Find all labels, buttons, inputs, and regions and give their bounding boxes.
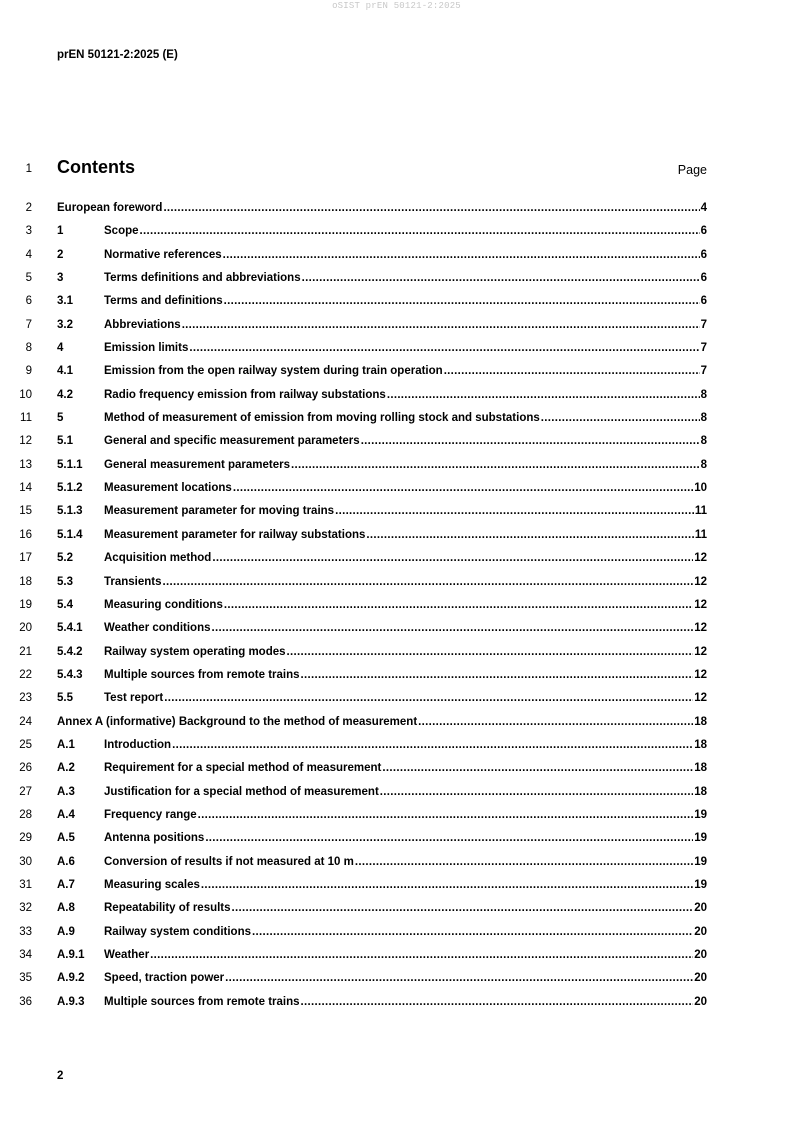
toc-entry-text — [57, 342, 707, 354]
toc-entry[interactable] — [0, 247, 793, 270]
line-number: 7 — [25, 318, 32, 331]
toc-entry[interactable] — [0, 900, 793, 923]
dot-leader — [233, 482, 693, 494]
line-number: 6 — [25, 295, 32, 308]
toc-section-title: Measurement parameter for moving trains — [104, 505, 335, 518]
toc-section-title: Frequency range — [104, 808, 197, 821]
toc-entry-text — [57, 435, 707, 447]
dot-leader — [212, 622, 694, 634]
toc-page-number: 4 — [700, 202, 707, 214]
toc-entry-text — [57, 389, 707, 401]
toc-section-number: 5.2 — [57, 552, 73, 565]
toc-section-number: 5.1.1 — [57, 458, 83, 471]
line-number: 29 — [19, 832, 32, 845]
toc-page-number: 19 — [694, 832, 707, 845]
line-number: 5 — [25, 272, 32, 285]
toc-section-title: Normative references — [104, 248, 222, 261]
toc-section-title: Transients — [104, 575, 162, 588]
toc-entry-text — [57, 529, 707, 541]
toc-entry-text — [57, 225, 707, 237]
line-number: 8 — [25, 342, 32, 355]
line-number: 18 — [19, 575, 32, 588]
toc-entry-text — [57, 459, 707, 471]
dot-leader — [361, 435, 700, 447]
toc-entry[interactable] — [0, 340, 793, 363]
toc-section-title: Conversion of results if not measured at 10 m — [104, 855, 354, 868]
toc-page-number: 10 — [694, 482, 707, 495]
footer-page-number: 2 — [57, 1070, 64, 1082]
toc-section-title: General measurement parameters — [104, 458, 291, 471]
toc-section-number: A.9.2 — [57, 972, 85, 985]
line-number: 19 — [19, 598, 32, 611]
toc-entry-text — [57, 902, 707, 914]
toc-page-number: 6 — [700, 295, 707, 308]
toc-page-number: 19 — [694, 808, 707, 821]
toc-entry[interactable] — [0, 620, 793, 643]
toc-section-title: Measuring conditions — [104, 598, 223, 611]
toc-entry-text — [57, 622, 707, 634]
dot-leader — [150, 949, 693, 961]
toc-entry-text — [57, 996, 707, 1008]
line-number: 11 — [20, 412, 32, 425]
toc-section-title: Multiple sources from remote trains — [104, 995, 300, 1008]
line-number: 17 — [19, 552, 32, 565]
dot-leader — [163, 202, 699, 214]
toc-section-number: 5.1 — [57, 435, 73, 448]
toc-entry[interactable] — [0, 737, 793, 760]
toc-entry[interactable] — [0, 784, 793, 807]
toc-page-number: 18 — [694, 738, 707, 751]
toc-page-number: 8 — [700, 388, 707, 401]
toc-entry[interactable] — [0, 597, 793, 620]
toc-page-number: 20 — [694, 949, 707, 961]
toc-entry[interactable] — [0, 970, 793, 993]
toc-page-number: 12 — [694, 598, 707, 611]
toc-entry-text — [57, 202, 707, 214]
toc-section-title: Emission limits — [104, 342, 189, 355]
toc-section-number: A.6 — [57, 855, 75, 868]
line-number: 21 — [19, 645, 32, 658]
toc-section-number: A.4 — [57, 808, 75, 821]
toc-page-number: 12 — [694, 575, 707, 588]
toc-entry[interactable] — [0, 690, 793, 713]
toc-page-number: 11 — [694, 505, 707, 518]
toc-section-title: Radio frequency emission from railway substations — [104, 388, 386, 401]
toc-entry-text — [57, 786, 707, 798]
toc-section-title: Test report — [104, 692, 164, 705]
toc-entry[interactable] — [0, 994, 793, 1017]
dot-leader — [232, 902, 694, 914]
dot-leader — [189, 342, 699, 354]
dot-leader — [182, 319, 700, 331]
toc-section-number: 5.3 — [57, 575, 73, 588]
toc-section-number: 3.2 — [57, 318, 73, 331]
toc-section-number: 3.1 — [57, 295, 73, 308]
toc-entry-text — [57, 319, 707, 331]
toc-section-number: A.5 — [57, 832, 75, 845]
table-of-contents — [0, 200, 793, 1017]
toc-section-number: A.9.3 — [57, 995, 85, 1008]
dot-leader — [287, 646, 694, 658]
toc-section-title: Weather conditions — [104, 622, 211, 635]
toc-section-number: A.9.1 — [57, 949, 85, 961]
toc-entry[interactable] — [0, 550, 793, 573]
toc-section-title: Terms and definitions — [104, 295, 223, 308]
toc-page-number: 18 — [694, 762, 707, 775]
line-number: 10 — [19, 388, 32, 401]
toc-section-title: Introduction — [104, 738, 172, 751]
toc-page-number: 6 — [700, 272, 707, 285]
toc-entry-text — [57, 809, 707, 821]
toc-entry[interactable] — [0, 667, 793, 690]
line-number: 24 — [19, 715, 32, 728]
toc-entry-text — [57, 552, 707, 564]
toc-entry[interactable] — [0, 410, 793, 433]
toc-section-number: A.2 — [57, 762, 75, 775]
toc-page-number: 8 — [700, 412, 707, 425]
toc-page-number: 12 — [694, 668, 707, 681]
toc-entry[interactable] — [0, 363, 793, 386]
toc-page-number: 18 — [694, 715, 707, 728]
toc-section-title: Terms definitions and abbreviations — [104, 272, 301, 285]
toc-page-number: 20 — [694, 925, 707, 938]
toc-page-number: 12 — [694, 552, 707, 565]
toc-section-number: A.8 — [57, 902, 75, 915]
toc-section-title: Multiple sources from remote trains — [104, 668, 300, 681]
toc-page-number: 11 — [694, 528, 707, 541]
dot-leader — [223, 249, 700, 261]
toc-section-title: Measurement locations — [104, 482, 232, 495]
dot-leader — [382, 762, 693, 774]
line-number: 25 — [19, 738, 32, 751]
line-number: 13 — [19, 458, 32, 471]
toc-page-number: 6 — [700, 225, 707, 238]
toc-section-title: Weather — [104, 949, 150, 961]
toc-section-title: European foreword — [57, 202, 163, 214]
toc-section-number: 5.4.2 — [57, 645, 83, 658]
dot-leader — [541, 412, 700, 424]
toc-entry[interactable] — [0, 270, 793, 293]
document-id: prEN 50121-2:2025 (E) — [57, 49, 178, 61]
toc-page-number: 12 — [694, 622, 707, 635]
toc-page-number: 20 — [694, 902, 707, 915]
toc-entry-text — [57, 716, 707, 728]
toc-entry[interactable] — [0, 223, 793, 246]
toc-entry[interactable] — [0, 387, 793, 410]
dot-leader — [164, 692, 693, 704]
toc-section-title: Abbreviations — [104, 318, 181, 331]
toc-section-number: 5.4 — [57, 598, 73, 611]
toc-entry[interactable] — [0, 317, 793, 340]
toc-entry[interactable] — [0, 457, 793, 480]
toc-section-number: 5.1.3 — [57, 505, 83, 518]
toc-page-number: 19 — [694, 855, 707, 868]
dot-leader — [224, 599, 693, 611]
toc-entry-text — [57, 295, 707, 307]
toc-section-number: 5.4.3 — [57, 668, 83, 681]
toc-entry[interactable] — [0, 644, 793, 667]
toc-page-number: 8 — [700, 458, 707, 471]
toc-entry[interactable] — [0, 480, 793, 503]
toc-entry-text — [57, 762, 707, 774]
dot-leader — [335, 505, 694, 517]
line-number: 20 — [19, 622, 32, 635]
line-number: 33 — [19, 925, 32, 938]
dot-leader — [355, 856, 693, 868]
toc-page-number: 7 — [700, 365, 707, 378]
toc-entry[interactable] — [0, 877, 793, 900]
toc-section-title: General and specific measurement parameters — [104, 435, 360, 448]
line-number: 12 — [19, 435, 32, 448]
dot-leader — [225, 972, 693, 984]
toc-section-title: Speed, traction power — [104, 972, 225, 985]
dot-leader — [301, 996, 694, 1008]
line-number: 32 — [19, 902, 32, 915]
toc-section-number: 4.2 — [57, 388, 73, 401]
dot-leader — [163, 576, 694, 588]
toc-entry[interactable] — [0, 947, 793, 970]
toc-entry[interactable] — [0, 200, 793, 223]
toc-entry[interactable] — [0, 760, 793, 783]
dot-leader — [302, 272, 700, 284]
dot-leader — [301, 669, 694, 681]
toc-section-number: 1 — [57, 225, 64, 238]
dot-leader — [380, 786, 693, 798]
toc-entry-text — [57, 249, 707, 261]
toc-section-number: A.1 — [57, 738, 75, 751]
dot-leader — [172, 739, 693, 751]
toc-entry-text — [57, 832, 707, 844]
toc-page-number: 20 — [694, 972, 707, 985]
toc-section-title: Method of measurement of emission from moving rolling stock and substations — [104, 412, 540, 425]
toc-entry[interactable] — [0, 293, 793, 316]
toc-section-title: Railway system operating modes — [104, 645, 286, 658]
dot-leader — [252, 926, 693, 938]
toc-entry[interactable] — [0, 807, 793, 830]
toc-entry-text — [57, 739, 707, 751]
toc-entry[interactable] — [0, 924, 793, 947]
toc-entry[interactable] — [0, 854, 793, 877]
toc-section-title: Measuring scales — [104, 878, 200, 891]
toc-page-number: 12 — [694, 692, 707, 705]
toc-entry-text — [57, 599, 707, 611]
toc-entry[interactable] — [0, 574, 793, 597]
toc-section-title: Antenna positions — [104, 832, 205, 845]
line-number: 16 — [19, 528, 32, 541]
toc-page-number: 7 — [700, 318, 707, 331]
toc-section-number: 5.5 — [57, 692, 73, 705]
toc-entry[interactable] — [0, 503, 793, 526]
toc-section-number: 4 — [57, 342, 64, 355]
dot-leader — [201, 879, 693, 891]
toc-entry-text — [57, 412, 707, 424]
toc-page-number: 20 — [694, 995, 707, 1008]
toc-section-number: A.3 — [57, 785, 75, 798]
toc-section-title: Railway system conditions — [104, 925, 251, 938]
toc-section-title: Annex A (informative) Background to the method of measurement — [57, 715, 418, 728]
dot-leader — [198, 809, 694, 821]
toc-section-number: 4.1 — [57, 365, 73, 378]
dot-leader — [140, 225, 700, 237]
line-number: 34 — [19, 949, 32, 961]
toc-entry-text — [57, 576, 707, 588]
toc-section-number: A.9 — [57, 925, 75, 938]
toc-section-title: Scope — [104, 225, 139, 238]
line-number: 3 — [25, 225, 32, 238]
line-number: 27 — [19, 785, 32, 798]
watermark-text: oSIST prEN 50121-2:2025 — [332, 1, 461, 11]
toc-section-title: Measurement parameter for railway substations — [104, 528, 366, 541]
toc-section-title: Acquisition method — [104, 552, 212, 565]
toc-section-number: 2 — [57, 248, 64, 261]
toc-section-number: 5.1.2 — [57, 482, 83, 495]
toc-entry-text — [57, 972, 707, 984]
line-number: 30 — [19, 855, 32, 868]
dot-leader — [291, 459, 700, 471]
toc-section-title: Requirement for a special method of measurement — [104, 762, 382, 775]
toc-entry-text — [57, 926, 707, 938]
toc-section-number: 5 — [57, 412, 64, 425]
line-number: 28 — [19, 808, 32, 821]
dot-leader — [387, 389, 700, 401]
toc-section-number: 5.4.1 — [57, 622, 83, 635]
line-number: 36 — [19, 995, 32, 1008]
line-number: 31 — [19, 878, 32, 891]
line-number: 4 — [25, 248, 32, 261]
toc-page-number: 18 — [694, 785, 707, 798]
line-number: 14 — [19, 482, 32, 495]
line-number: 9 — [25, 365, 32, 378]
toc-section-title: Repeatability of results — [104, 902, 231, 915]
toc-entry-text — [57, 646, 707, 658]
toc-entry[interactable] — [0, 433, 793, 456]
toc-entry[interactable] — [0, 830, 793, 853]
page-column-label: Page — [677, 163, 707, 177]
toc-section-title: Emission from the open railway system during train operation — [104, 365, 443, 378]
toc-entry-text — [57, 272, 707, 284]
toc-page-number: 7 — [700, 342, 707, 355]
toc-entry-text — [57, 856, 707, 868]
toc-section-title: Justification for a special method of measurement — [104, 785, 379, 798]
toc-page-number: 12 — [694, 645, 707, 658]
dot-leader — [205, 832, 693, 844]
toc-page-number: 19 — [694, 878, 707, 891]
toc-entry-text — [57, 879, 707, 891]
line-number: 26 — [19, 762, 32, 775]
line-number: 2 — [25, 202, 32, 214]
toc-entry-text — [57, 669, 707, 681]
dot-leader — [418, 716, 693, 728]
toc-section-number: 5.1.4 — [57, 528, 83, 541]
line-number: 22 — [19, 668, 32, 681]
toc-entry-text — [57, 692, 707, 704]
toc-section-number: 3 — [57, 272, 64, 285]
toc-entry-text — [57, 505, 707, 517]
line-number: 1 — [25, 163, 32, 175]
toc-entry-text — [57, 482, 707, 494]
toc-entry-text — [57, 949, 707, 961]
dot-leader — [444, 365, 700, 377]
toc-entry[interactable] — [0, 714, 793, 737]
dot-leader — [366, 529, 693, 541]
line-number: 23 — [19, 692, 32, 705]
toc-section-number: A.7 — [57, 878, 75, 891]
dot-leader — [212, 552, 693, 564]
line-number: 35 — [19, 972, 32, 985]
toc-page-number: 8 — [700, 435, 707, 448]
toc-page-number: 6 — [700, 248, 707, 261]
toc-entry[interactable] — [0, 527, 793, 550]
toc-entry-text — [57, 365, 707, 377]
contents-heading: Contents — [57, 157, 135, 177]
line-number: 15 — [19, 505, 32, 518]
dot-leader — [224, 295, 700, 307]
